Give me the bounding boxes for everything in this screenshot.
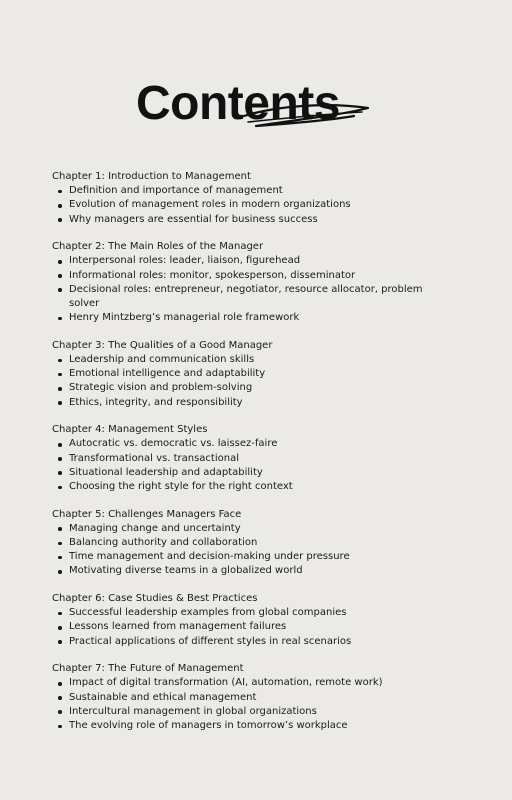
list-item: Informational roles: monitor, spokesperson, disseminator [52,269,452,283]
chapter-section [52,662,452,733]
list-item: Successful leadership examples from global companies [52,606,452,620]
list-item: Strategic vision and problem-solving [52,381,452,395]
chapter-item-list [52,254,452,325]
chapter-title: Chapter 7: The Future of Management [52,663,244,675]
chapter-section [52,508,452,579]
list-item: Henry Mintzberg’s managerial role framework [52,311,452,325]
list-item: Ethics, integrity, and responsibility [52,396,452,410]
list-item: Autocratic vs. democratic vs. laissez-faire [52,437,452,451]
list-item: Emotional intelligence and adaptability [52,367,452,381]
chapter-section [52,240,452,325]
list-item: Motivating diverse teams in a globalized world [52,564,452,578]
list-item: Situational leadership and adaptability [52,466,452,480]
list-item: Managing change and uncertainty [52,522,452,536]
chapter-item-list [52,522,452,579]
chapter-title: Chapter 6: Case Studies & Best Practices [52,593,258,605]
list-item: Impact of digital transformation (AI, automation, remote work) [52,676,452,690]
chapter-section [52,339,452,410]
chapter-item-list [52,676,452,733]
chapter-item-list [52,184,452,227]
list-item: Time management and decision-making under pressure [52,550,452,564]
chapter-title: Chapter 1: Introduction to Management [52,171,251,182]
chapter-section [52,592,452,649]
chapter-item-list [52,437,452,494]
list-item: Decisional roles: entrepreneur, negotiator, resource allocator, problem solver [52,283,452,311]
list-item: The evolving role of managers in tomorrow’s workplace [52,719,452,733]
scribble-underline-decoration [236,94,376,134]
chapter-title: Chapter 2: The Main Roles of the Manager [52,241,264,253]
page-title: Contents [136,77,340,130]
list-item: Leadership and communication skills [52,353,452,367]
chapter-section [52,170,452,227]
list-item: Why managers are essential for business success [52,213,452,227]
list-item: Evolution of management roles in modern organizations [52,198,452,212]
list-item: Practical applications of different styles in real scenarios [52,635,452,649]
list-item: Choosing the right style for the right context [52,480,452,494]
chapter-title: Chapter 5: Challenges Managers Face [52,508,242,520]
list-item: Transformational vs. transactional [52,452,452,466]
list-item: Intercultural management in global organizations [52,705,452,719]
chapter-section [52,423,452,494]
chapter-title: Chapter 4: Management Styles [52,424,208,436]
list-item: Lessons learned from management failures [52,620,452,634]
list-item: Interpersonal roles: leader, liaison, figurehead [52,254,452,268]
list-item: Definition and importance of management [52,184,452,198]
list-item: Sustainable and ethical management [52,691,452,705]
table-of-contents [52,170,452,747]
chapter-item-list [52,353,452,410]
title-block [0,72,512,144]
list-item: Balancing authority and collaboration [52,536,452,550]
chapter-title: Chapter 3: The Qualities of a Good Manager [52,339,273,351]
chapter-item-list [52,606,452,649]
